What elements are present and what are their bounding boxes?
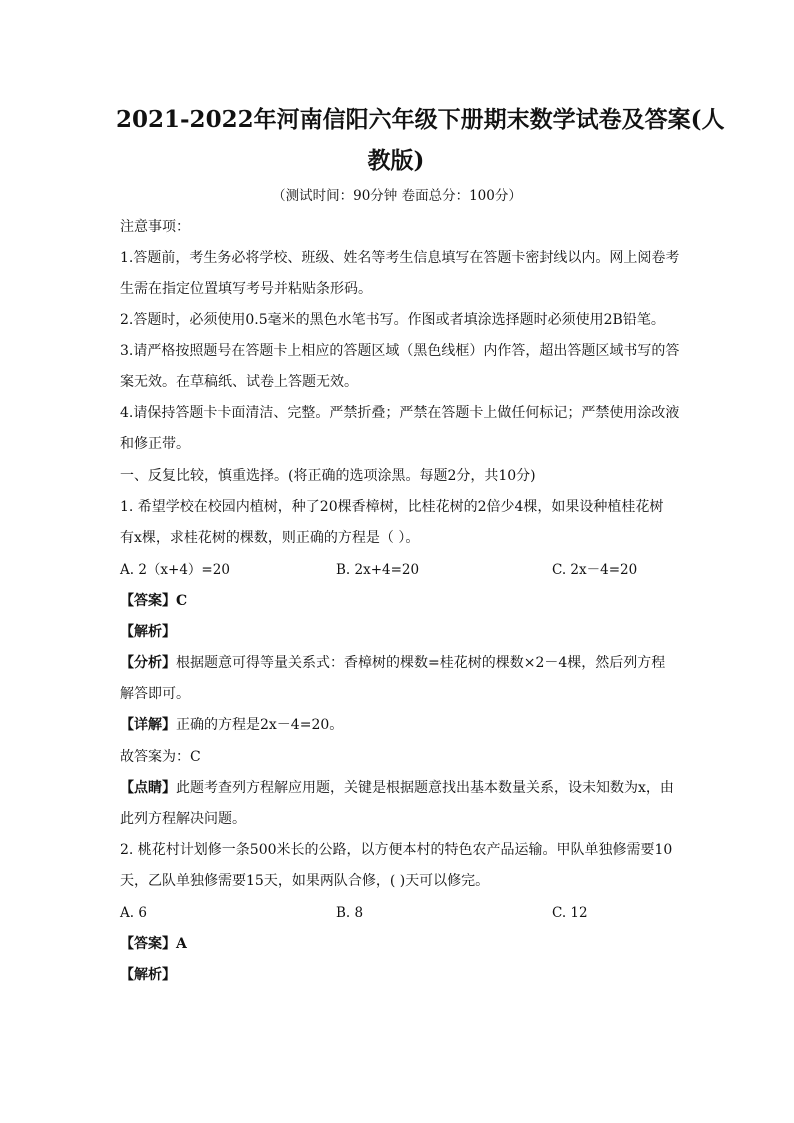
- note-line: 生需在指定位置填写考号并粘贴条形码。: [120, 281, 372, 297]
- q1-detail: [120, 715, 343, 735]
- document-title: [116, 103, 725, 178]
- q1-dianjing: [120, 778, 674, 798]
- question-2-stem: 2. 桃花村计划修一条500米长的公路，以方便本村的特色农产品运输。甲队单独修需要10: [120, 842, 673, 858]
- note-line: 2.答题时，必须使用0.5毫米的黑色水笔书写。作图或者填涂选择题时必须使用2B铅笔。: [120, 312, 665, 328]
- detail-label: 【详解】: [120, 717, 176, 733]
- fenxi-label: 【分析】: [120, 655, 176, 671]
- detail-text: 正确的方程是2x－4=20。: [176, 717, 344, 733]
- q1-conclusion: 故答案为：C: [120, 749, 201, 765]
- note-line: 案无效。在草稿纸、试卷上答题无效。: [120, 374, 358, 390]
- question-1-stem: 有x棵，求桂花树的棵数，则正确的方程是（ ）。: [120, 530, 420, 546]
- section-1-heading: 一、反复比较，慎重选择。(将正确的选项涂黑。每题2分，共10分): [120, 468, 536, 484]
- note-line: 3.请严格按照题号在答题卡上相应的答题区域（黑色线框）内作答，超出答题区域书写的答: [120, 343, 680, 359]
- q1-option-a: A. 2（x+4）=20: [120, 562, 230, 578]
- q1-dianjing-cont: 此列方程解决问题。: [120, 811, 246, 827]
- q1-option-b: B. 2x+4=20: [336, 562, 420, 578]
- fenxi-text: 根据题意可得等量关系式：香樟树的棵数=桂花树的棵数×2－4棵，然后列方程: [176, 655, 666, 671]
- q1-analysis-label: 【解析】: [120, 624, 176, 640]
- q1-fenxi-cont: 解答即可。: [120, 686, 190, 702]
- q2-analysis-label: 【解析】: [120, 967, 176, 983]
- q2-option-a: A. 6: [120, 905, 147, 921]
- note-line: 4.请保持答题卡卡面清洁、完整。严禁折叠；严禁在答题卡上做任何标记；严禁使用涂改液: [120, 405, 680, 421]
- exam-info-subtitle: （测试时间：90分钟 卷面总分：100分）: [272, 188, 522, 204]
- title-line-2: 教版): [367, 147, 425, 174]
- q1-fenxi: [120, 653, 665, 673]
- note-line: 1.答题前，考生务必将学校、班级、姓名等考生信息填写在答题卡密封线以内。网上阅卷考: [120, 250, 680, 266]
- note-line: 和修正带。: [120, 436, 190, 452]
- dianjing-text: 此题考查列方程解应用题，关键是根据题意找出基本数量关系，设未知数为x，由: [176, 780, 674, 796]
- question-1-stem: 1. 希望学校在校园内植树，种了20棵香樟树，比桂花树的2倍少4棵，如果设种植桂花树: [120, 499, 664, 515]
- question-2-stem: 天，乙队单独修需要15天，如果两队合修，( )天可以修完。: [120, 873, 490, 889]
- dianjing-label: 【点睛】: [120, 780, 176, 796]
- notes-heading: 注意事项：: [120, 219, 190, 235]
- q2-option-b: B. 8: [336, 905, 364, 921]
- q2-answer: 【答案】A: [120, 936, 187, 952]
- q2-option-c: C. 12: [552, 905, 588, 921]
- q1-answer: 【答案】C: [120, 593, 188, 609]
- title-line-1: 2021-2022年河南信阳六年级下册期末数学试卷及答案(人: [116, 106, 725, 133]
- q1-option-c: C. 2x－4=20: [552, 562, 638, 578]
